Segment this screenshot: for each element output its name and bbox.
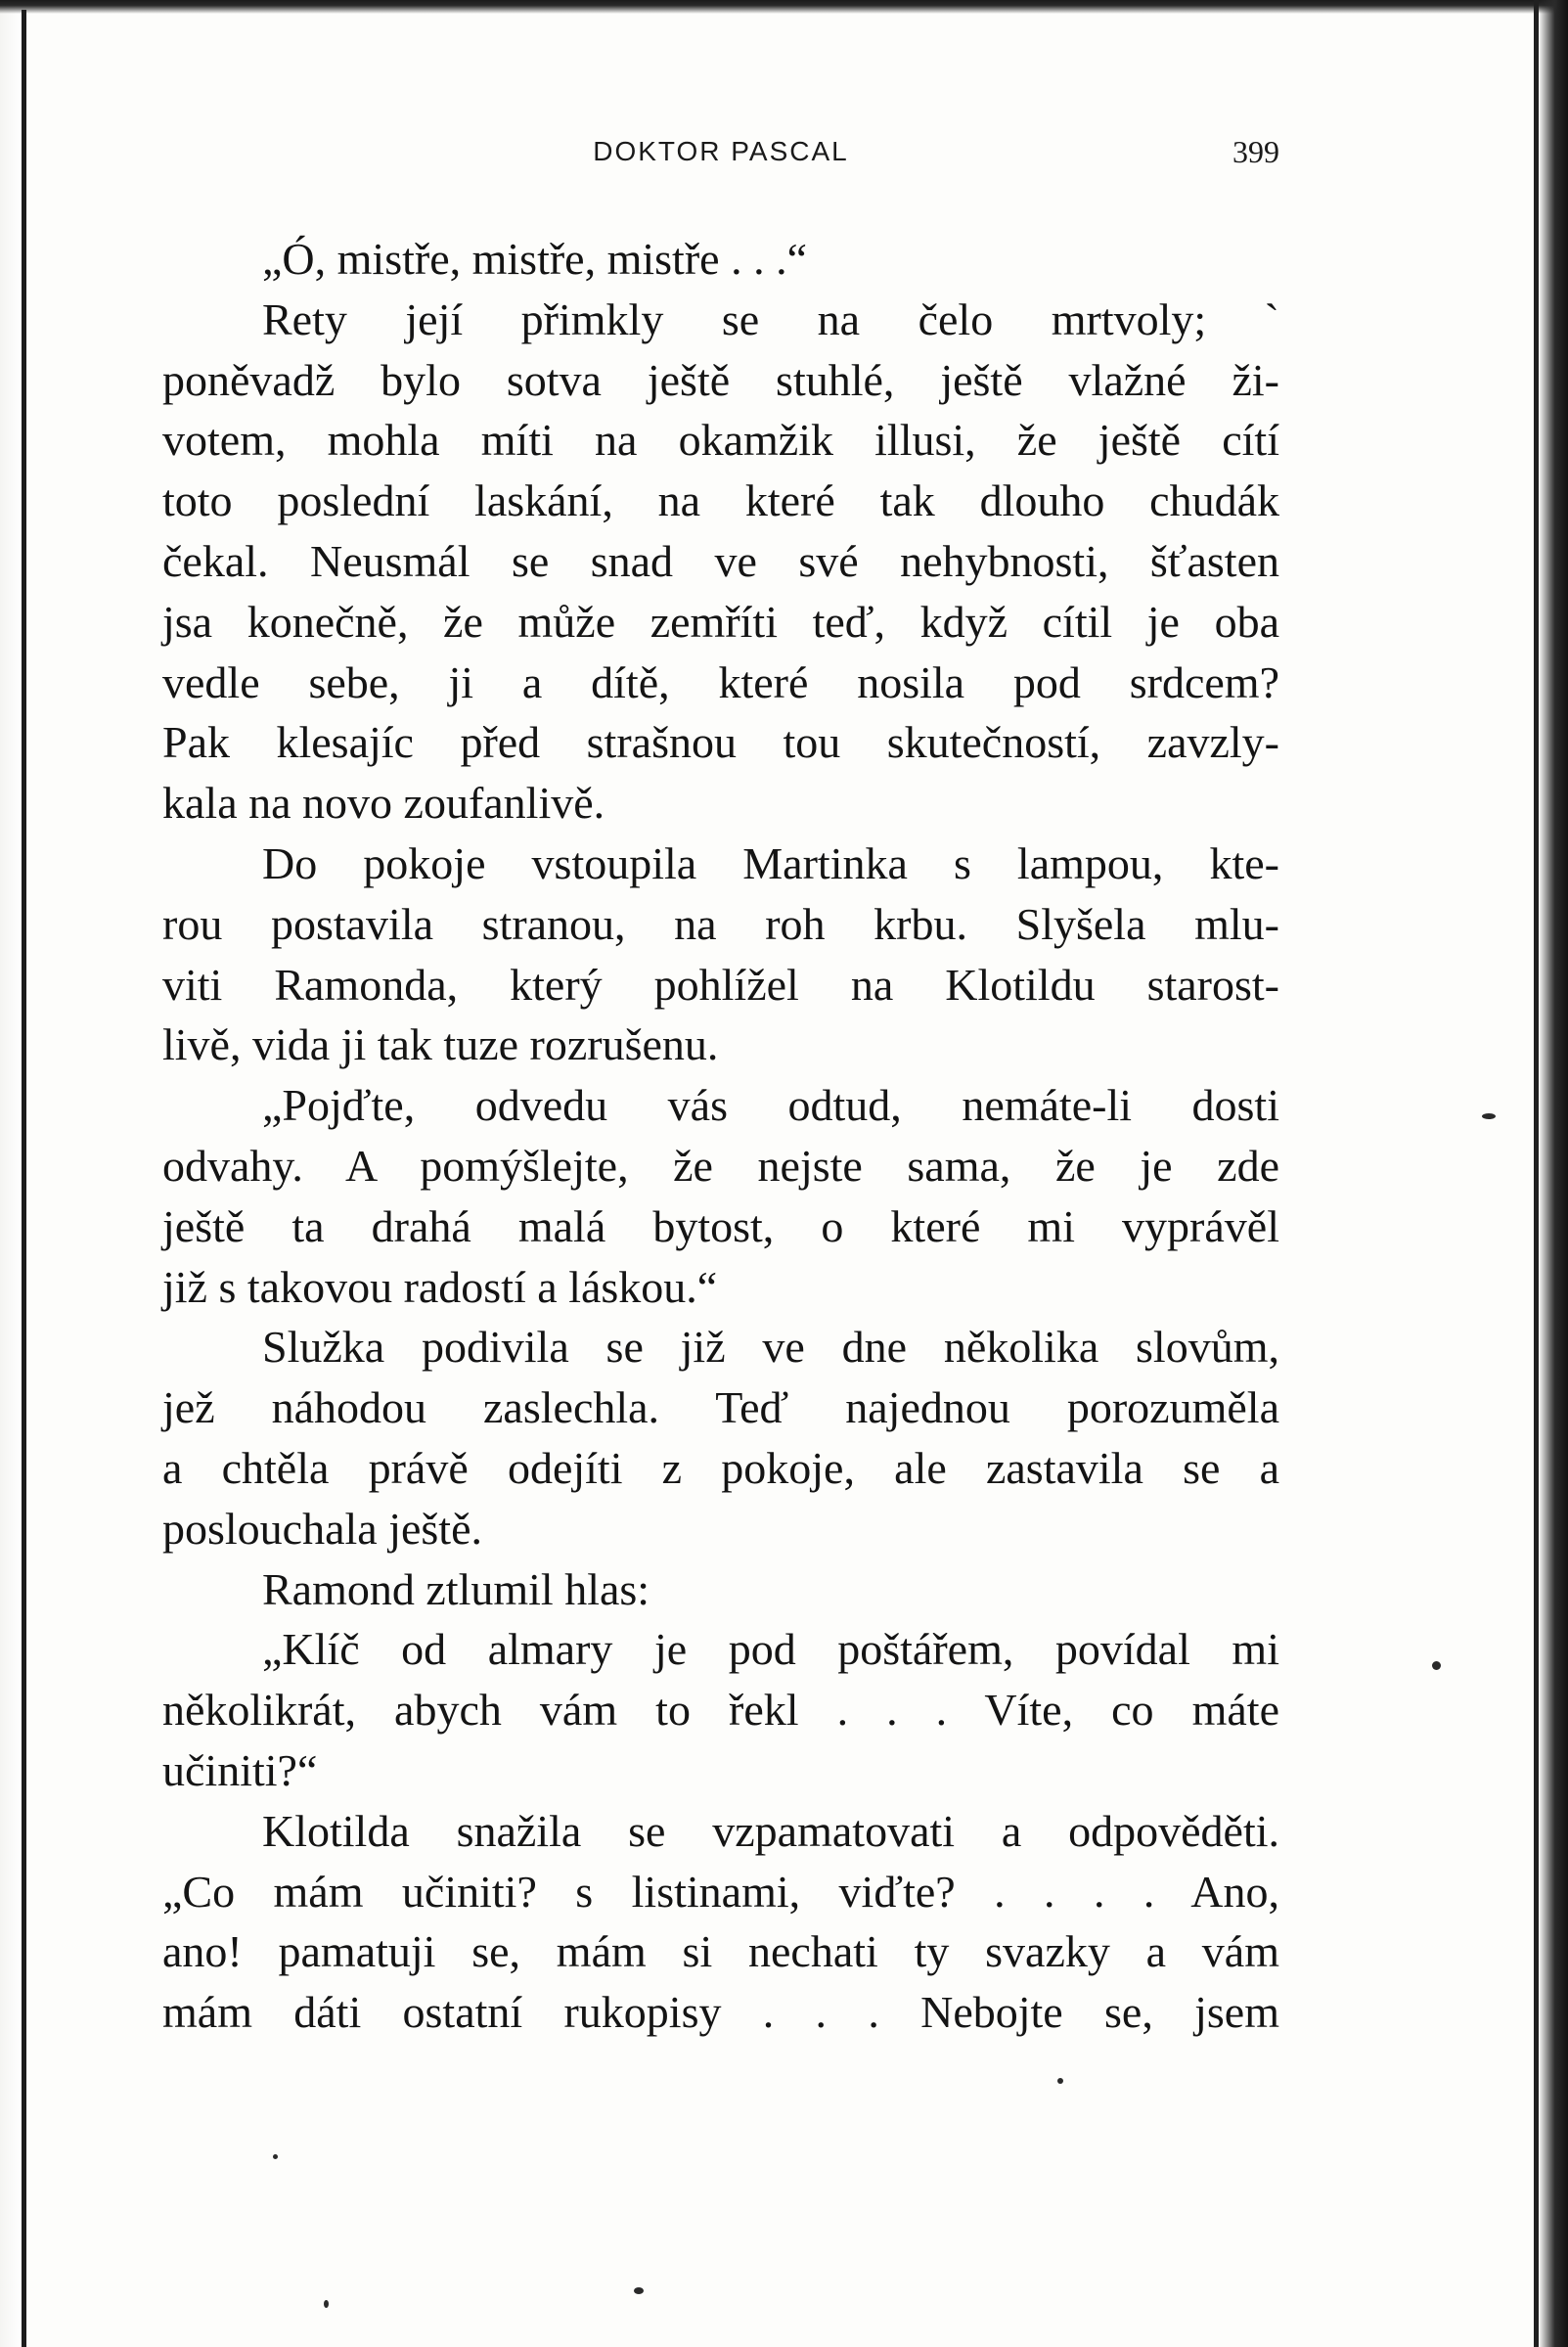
text-line: Ramond ztlumil hlas: xyxy=(262,1563,650,1614)
text-line: rou postavila stranou, na roh krbu. Slyšela mlu- xyxy=(162,898,1279,949)
text-line: „Ó, mistře, mistře, mistře . . .“ xyxy=(262,234,807,284)
text-line: ještě ta drahá malá bytost, o které mi vyprávěl xyxy=(162,1200,1279,1251)
text-line: Klotilda snažila se vzpamatovati a odpověděti. xyxy=(262,1805,1279,1856)
text-line: kala na novo zoufanlivě. xyxy=(162,778,605,829)
page-number: 399 xyxy=(1232,134,1279,169)
text-line: učiniti?“ xyxy=(162,1744,318,1795)
text-line: mám dáti ostatní rukopisy . . . Nebojte se, jsem xyxy=(162,1987,1279,2038)
scan-speck xyxy=(1432,1661,1441,1670)
text-line: ano! pamatuji se, mám si nechati ty svazky a vám xyxy=(162,1926,1279,1977)
text-line: již s takovou radostí a láskou.“ xyxy=(162,1261,718,1312)
text-line: „Co mám učiniti? s listinami, viďte? . . . . Ano, xyxy=(162,1866,1279,1917)
text-line: „Klíč od almary je pod poštářem, povídal mi xyxy=(262,1624,1279,1675)
text-line: jež náhodou zaslechla. Teď najednou porozuměla xyxy=(162,1382,1279,1433)
text-line: Služka podivila se již ve dne několika slovům, xyxy=(262,1322,1279,1373)
text-line: čekal. Neusmál se snad ve své nehybnosti, šťasten xyxy=(162,535,1279,586)
running-title: DOKTOR PASCAL xyxy=(593,136,849,166)
text-line: „Pojďte, odvedu vás odtud, nemáte-li dosti xyxy=(262,1080,1279,1131)
text-line: toto poslední laskání, na které tak dlouho chudák xyxy=(162,475,1279,526)
text-line: vedle sebe, ji a dítě, které nosila pod srdcem? xyxy=(162,656,1279,707)
text-line: Pak klesajíc před strašnou tou skutečností, zavzly- xyxy=(162,717,1279,768)
scan-margin-left xyxy=(0,0,22,2347)
scan-speck xyxy=(1057,2078,1063,2084)
scan-edge-top xyxy=(0,0,1568,14)
scan-edge-right xyxy=(1539,0,1568,2347)
running-head xyxy=(162,132,1279,171)
text-line: viti Ramonda, který pohlížel na Klotildu starost- xyxy=(162,959,1279,1010)
text-line: jsa konečně, že může zemříti teď, když cítil je oba xyxy=(162,596,1279,647)
text-line: poslouchala ještě. xyxy=(162,1503,483,1554)
text-line: livě, vida ji tak tuze rozrušenu. xyxy=(162,1019,719,1070)
scan-speck xyxy=(273,2154,278,2159)
text-line: Do pokoje vstoupila Martinka s lampou, kte- xyxy=(262,837,1279,888)
text-line: Rety její přimkly se na čelo mrtvoly; ` xyxy=(262,293,1279,344)
scan-speck xyxy=(1482,1113,1496,1119)
body-text xyxy=(162,229,1279,2043)
text-line: odvahy. A pomýšlejte, že nejste sama, že je zde xyxy=(162,1140,1279,1191)
text-line: několikrát, abych vám to řekl . . . Víte, co máte xyxy=(162,1685,1279,1736)
scan-speck xyxy=(634,2287,644,2294)
text-line: poněvadž bylo sotva ještě stuhlé, ještě vlažné ži- xyxy=(162,354,1279,405)
scan-edge-left xyxy=(22,10,26,2347)
text-line: a chtěla právě odejíti z pokoje, ale zastavila se a xyxy=(162,1442,1279,1493)
scan-speck xyxy=(324,2300,329,2308)
text-line: votem, mohla míti na okamžik illusi, že ještě cítí xyxy=(162,415,1279,466)
